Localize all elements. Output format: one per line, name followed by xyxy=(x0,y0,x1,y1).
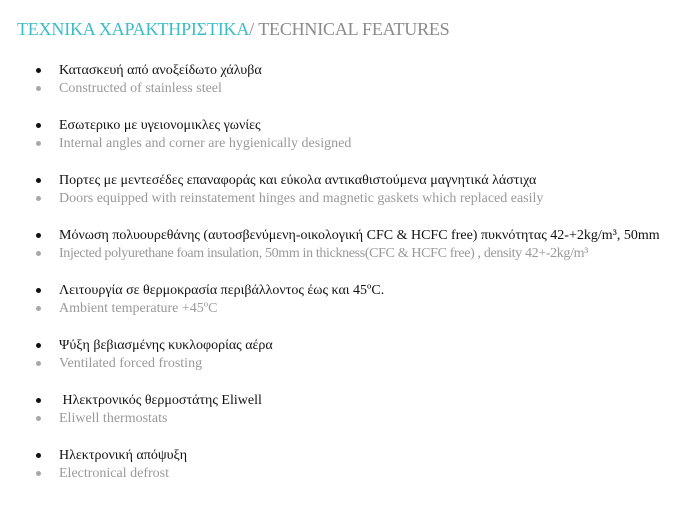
feature-group xyxy=(0,62,691,98)
feature-item-english xyxy=(0,465,691,483)
feature-group xyxy=(0,282,691,318)
bullet-icon xyxy=(36,178,41,183)
feature-item-greek xyxy=(0,282,691,300)
feature-item-greek xyxy=(0,62,691,80)
feature-text-english: Electronical defrost xyxy=(59,466,170,481)
feature-item-english xyxy=(0,245,691,263)
feature-group xyxy=(0,337,691,373)
feature-text-english: Injected polyurethane foam insulation, 50mm in thickness(CFC & HCFC free) , density 42+-2kg/m³ xyxy=(59,246,589,261)
feature-text-greek: Πορτες με μεντεσέδες επαναφοράς και εύκολα αντικαθιστούμενα μαγνητικά λάστιχα xyxy=(59,173,537,188)
feature-text-greek: Εσωτερικο με υγειονομικλες γωνίες xyxy=(59,118,261,133)
feature-text-greek: Μόνωση πολυουρεθάνης (αυτοσβενύμενη-οικολογική CFC & HCFC free) πυκνότητας 42-+2kg/m³, 50mm xyxy=(59,228,660,243)
bullet-icon xyxy=(36,233,41,238)
feature-item-greek xyxy=(0,172,691,190)
feature-text-english: Internal angles and corner are hygienically designed xyxy=(59,136,352,151)
feature-group xyxy=(0,392,691,428)
feature-item-english xyxy=(0,355,691,373)
feature-text-english: Ambient temperature +45ºC xyxy=(59,301,218,316)
page-title xyxy=(17,17,449,41)
feature-text-greek: Λειτουργία σε θερμοκρασία περιβάλλοντος έως και 45ºC. xyxy=(59,283,385,298)
feature-text-english: Ventilated forced frosting xyxy=(59,356,203,371)
bullet-icon xyxy=(36,306,41,311)
bullet-icon xyxy=(36,361,41,366)
feature-item-english xyxy=(0,190,691,208)
feature-item-greek xyxy=(0,227,691,245)
feature-text-english: Eliwell thermostats xyxy=(59,411,168,426)
feature-text-greek: Κατασκευή από ανοξείδωτο χάλυβα xyxy=(59,63,262,78)
feature-text-greek: Ψύξη βεβιασμένης κυκλοφορίας αέρα xyxy=(59,338,273,353)
bullet-icon xyxy=(36,86,41,91)
bullet-icon xyxy=(36,196,41,201)
feature-group xyxy=(0,172,691,208)
feature-group xyxy=(0,117,691,153)
feature-item-greek xyxy=(0,337,691,355)
feature-text-english: Doors equipped with reinstatement hinges and magnetic gaskets which replaced easily xyxy=(59,191,544,206)
feature-group xyxy=(0,447,691,483)
feature-item-greek xyxy=(0,392,691,410)
feature-item-english xyxy=(0,80,691,98)
feature-item-english xyxy=(0,300,691,318)
bullet-icon xyxy=(36,453,41,458)
feature-item-greek xyxy=(0,117,691,135)
bullet-icon xyxy=(36,123,41,128)
bullet-icon xyxy=(36,68,41,73)
feature-list xyxy=(0,62,691,502)
feature-item-english xyxy=(0,410,691,428)
bullet-icon xyxy=(36,251,41,256)
feature-group xyxy=(0,227,691,263)
feature-text-greek: Ηλεκτρονικός θερμοστάτης Eliwell xyxy=(59,393,262,408)
feature-text-english: Constructed of stainless steel xyxy=(59,81,222,96)
title-english: / TECHNICAL FEATURES xyxy=(249,19,450,39)
bullet-icon xyxy=(36,141,41,146)
bullet-icon xyxy=(36,288,41,293)
bullet-icon xyxy=(36,343,41,348)
title-greek: ΤΕΧΝΙΚΑ ΧΑΡΑΚΤΗΡΙΣΤΙΚΑ xyxy=(17,19,250,39)
feature-item-english xyxy=(0,135,691,153)
feature-text-greek: Ηλεκτρονική απόψυξη xyxy=(59,448,188,463)
bullet-icon xyxy=(36,471,41,476)
bullet-icon xyxy=(36,416,41,421)
bullet-icon xyxy=(36,398,41,403)
feature-item-greek xyxy=(0,447,691,465)
